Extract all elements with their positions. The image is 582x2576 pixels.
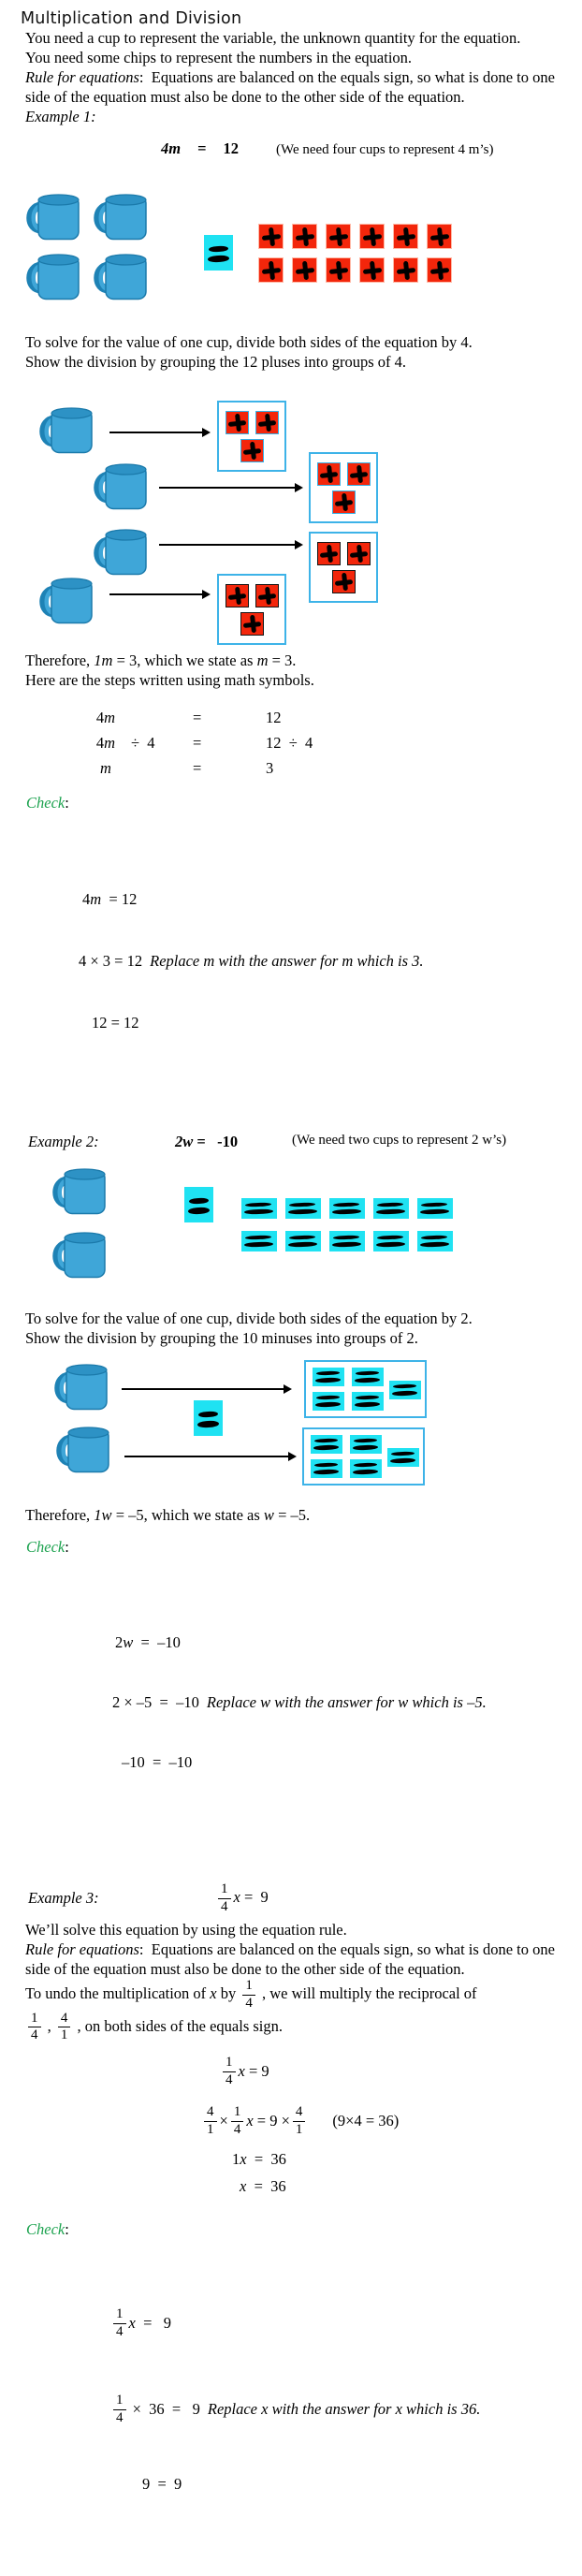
cup-icon <box>52 1230 107 1279</box>
solve-line2: Show the division by grouping the 12 pluses into groups of 4. <box>25 353 406 371</box>
cup-icon <box>94 461 148 510</box>
plus-chip-icon <box>292 257 317 283</box>
plus-chip-group <box>258 224 452 283</box>
example2-equation: 2w = -10 <box>175 1133 239 1150</box>
rule-label: Rule for equations <box>25 1940 139 1958</box>
example1-check <box>0 794 582 1110</box>
fraction: $\frac{1}{4}$ <box>113 2307 126 2340</box>
check-note: Replace x with the answer for x which is 36. <box>207 2400 481 2418</box>
plus-chip-icon <box>359 257 385 283</box>
fraction: $\frac{4}{1}$ <box>204 2105 217 2138</box>
cup-icon <box>39 405 94 454</box>
cup-icon <box>54 1362 109 1411</box>
fraction: $\frac{1}{4}$ <box>223 2056 236 2088</box>
check-line: 2 × –5 = –10 Replace w with the answer for w which is –5. <box>112 1693 487 1711</box>
cup-icon <box>56 1425 110 1473</box>
solve-line1: To solve for the value of one cup, divide both sides of the equation by 2. <box>25 1310 473 1327</box>
plus-chip-icon <box>347 542 371 565</box>
example3-check <box>0 2209 582 2576</box>
example3-text1: We’ll solve this equation by using the equation rule. <box>25 1921 347 1939</box>
check-label: Check: <box>26 1538 69 1556</box>
cup-group <box>52 1166 107 1294</box>
example1-model <box>0 192 582 332</box>
example2-model <box>0 1166 582 1309</box>
rule-paragraph <box>25 67 558 107</box>
group-box <box>217 574 286 645</box>
check-line: 12 = 12 <box>92 1014 139 1032</box>
plus-chip-icon <box>226 411 249 434</box>
example3-undo-paragraph: To undo the multiplication of x by $\frac{1}{4}$ , we will multiply the reciprocal of $\frac{1}{4}$ , $\frac{4}{1}$ , on both sides of the equals sign. <box>25 1978 477 2043</box>
steps-row: m = 3 <box>100 759 274 777</box>
steps-intro: Here are the steps written using math symbols. <box>25 671 314 689</box>
minus-chip-icon <box>329 1231 365 1251</box>
arrow <box>109 593 209 595</box>
equals-tile-icon <box>184 1187 213 1222</box>
check-line: 4 × 3 = 12 Replace m with the answer for m which is 3. <box>79 952 424 970</box>
plus-chip-icon <box>240 439 264 462</box>
group-box <box>304 1360 427 1418</box>
minus-chip-icon <box>352 1392 384 1411</box>
rule-text: : Equations are balanced on the equals sign, so what is done to one side of the equation must also be done to the other side of the equation. <box>25 1940 560 1978</box>
plus-chip-icon <box>240 612 264 636</box>
minus-chip-icon <box>373 1198 409 1219</box>
rule-label: Rule for equations <box>25 68 139 86</box>
example1-therefore: Therefore, 1m = 3, which we state as m = 3. <box>25 651 297 669</box>
minus-chip-icon <box>241 1198 277 1219</box>
cup-icon <box>94 527 148 576</box>
example3-header <box>28 1877 582 1920</box>
example2-solve-text <box>25 1309 558 1348</box>
minus-chip-icon <box>313 1368 344 1386</box>
plus-chip-icon <box>326 224 351 249</box>
plus-chip-icon <box>258 257 284 283</box>
plus-chip-icon <box>258 224 284 249</box>
example2-grouping-diagram <box>0 1357 582 1505</box>
example1-equation <box>161 139 582 158</box>
plus-chip-icon <box>317 462 341 486</box>
minus-chip-icon <box>417 1231 453 1251</box>
fraction: $\frac{1}{4}$ <box>218 1882 231 1915</box>
example2-check <box>0 1538 582 1849</box>
minus-chip-icon <box>387 1448 419 1467</box>
plus-chip-icon <box>427 257 452 283</box>
minus-chip-icon <box>241 1231 277 1251</box>
example1-grouping-diagram <box>0 396 582 651</box>
cup-icon <box>94 192 148 241</box>
minus-chip-icon <box>352 1368 384 1386</box>
check-label: Check: <box>26 2220 69 2238</box>
check-line: $\frac{1}{4}$ x = 9 <box>110 2303 582 2344</box>
plus-chip-icon <box>226 584 249 607</box>
fraction: $\frac{1}{4}$ <box>231 2105 244 2138</box>
steps-line: 1 x = 36 <box>232 2150 286 2168</box>
solve-line1: To solve for the value of one cup, divide both sides of the equation by 4. <box>25 333 473 351</box>
cup-icon <box>94 252 148 300</box>
plus-chip-icon <box>317 542 341 565</box>
plus-chip-icon <box>427 224 452 249</box>
intro-line1: You need a cup to represent the variable, the unknown quantity for the equation. <box>25 29 521 47</box>
example2-note: (We need two cups to represent 2 w’s) <box>292 1133 507 1148</box>
steps-row: 4m ÷ 4 = 12 ÷ 4 <box>95 734 313 752</box>
equation-equals: = <box>197 139 207 157</box>
check-line: –10 = –10 <box>122 1753 193 1771</box>
equation-lhs: 4m <box>161 139 182 157</box>
check-line: $\frac{1}{4}$ × 36 = 9 Replace x with the answer for x which is 36. <box>110 2389 582 2430</box>
example1-label: Example 1: <box>25 108 96 125</box>
example1-steps-table <box>80 705 582 781</box>
plus-chip-icon <box>393 224 418 249</box>
cup-icon <box>39 576 94 624</box>
steps-line: $\frac{1}{4}$ x = 9 <box>0 2051 582 2092</box>
group-box <box>217 401 286 472</box>
check-note: Replace m with the answer for m which is 3. <box>150 952 424 970</box>
equation-rhs: 12 <box>223 139 239 157</box>
equation-note: (We need four cups to represent 4 m’s) <box>276 142 494 157</box>
plus-chip-icon <box>326 257 351 283</box>
minus-chip-icon <box>417 1198 453 1219</box>
cup-icon <box>26 192 80 241</box>
steps-row: 4m = 12 <box>95 709 282 726</box>
minus-chip-icon <box>313 1392 344 1411</box>
arrow <box>109 432 209 433</box>
steps-line: $\frac{4}{1}$ × $\frac{1}{4}$ x = 9 × $\frac{4}{1}$ (9×4 = 36) <box>0 2100 582 2142</box>
intro-line2: You need some chips to represent the numbers in the equation. <box>25 49 413 66</box>
cup-icon <box>52 1166 107 1215</box>
intro-paragraph <box>25 28 558 67</box>
minus-chip-icon <box>373 1231 409 1251</box>
example2-therefore: Therefore, 1w = –5, which we state as w = –5. <box>25 1506 311 1524</box>
check-note: Replace w with the answer for w which is –5. <box>206 1693 487 1711</box>
fraction: $\frac{4}{1}$ <box>293 2105 306 2138</box>
minus-chip-icon <box>311 1435 342 1454</box>
fraction: $\frac{1}{4}$ <box>113 2393 126 2426</box>
plus-chip-icon <box>255 584 279 607</box>
plus-chip-icon <box>292 224 317 249</box>
check-line: 2w = –10 <box>115 1633 181 1651</box>
minus-chip-icon <box>389 1381 421 1399</box>
rule-text: : Equations are balanced on the equals sign, so what is done to one side of the equation must also be done to the other side of the equation. <box>25 68 560 106</box>
plus-chip-icon <box>332 570 356 593</box>
check-line: 9 = 9 <box>142 2475 182 2493</box>
rule-paragraph-2 <box>25 1939 558 1979</box>
group-box <box>302 1427 425 1486</box>
minus-chip-icon <box>285 1231 321 1251</box>
example1-solve-text <box>25 332 558 372</box>
minus-chip-icon <box>350 1459 382 1478</box>
arrow <box>122 1388 290 1390</box>
worksheet-page <box>0 9 582 2493</box>
solve-line2: Show the division by grouping the 10 minuses into groups of 2. <box>25 1329 418 1347</box>
page-title: Multiplication and Division <box>21 9 242 28</box>
minus-chip-icon <box>329 1198 365 1219</box>
equals-tile-icon <box>194 1400 223 1436</box>
check-line: 4m = 12 <box>82 890 138 908</box>
example2-header <box>28 1133 582 1151</box>
example3-steps <box>0 2051 582 2196</box>
example3-equation: $\frac{1}{4}$ x = 9 <box>215 1882 269 1915</box>
minus-chip-icon <box>285 1198 321 1219</box>
plus-chip-icon <box>347 462 371 486</box>
minus-chip-group <box>241 1198 453 1251</box>
cup-group <box>26 192 161 312</box>
example3-label: Example 3: <box>28 1889 99 1907</box>
minus-chip-icon <box>311 1459 342 1478</box>
cup-icon <box>26 252 80 300</box>
steps-note: (9×4 = 36) <box>332 2112 400 2130</box>
fraction: $\frac{4}{1}$ <box>58 2012 71 2044</box>
arrow <box>159 544 301 546</box>
plus-chip-icon <box>255 411 279 434</box>
steps-line: x = 36 <box>240 2177 286 2195</box>
fraction: $\frac{1}{4}$ <box>242 1979 255 2012</box>
equals-tile-icon <box>204 235 233 271</box>
arrow <box>159 487 301 489</box>
minus-chip-icon <box>350 1435 382 1454</box>
plus-chip-icon <box>332 490 356 514</box>
group-box <box>309 452 378 523</box>
plus-chip-icon <box>393 257 418 283</box>
group-box <box>309 532 378 603</box>
plus-chip-icon <box>359 224 385 249</box>
arrow <box>124 1456 295 1457</box>
example2-label: Example 2: <box>28 1133 99 1150</box>
fraction: $\frac{1}{4}$ <box>28 2012 41 2044</box>
check-label: Check: <box>26 794 69 812</box>
